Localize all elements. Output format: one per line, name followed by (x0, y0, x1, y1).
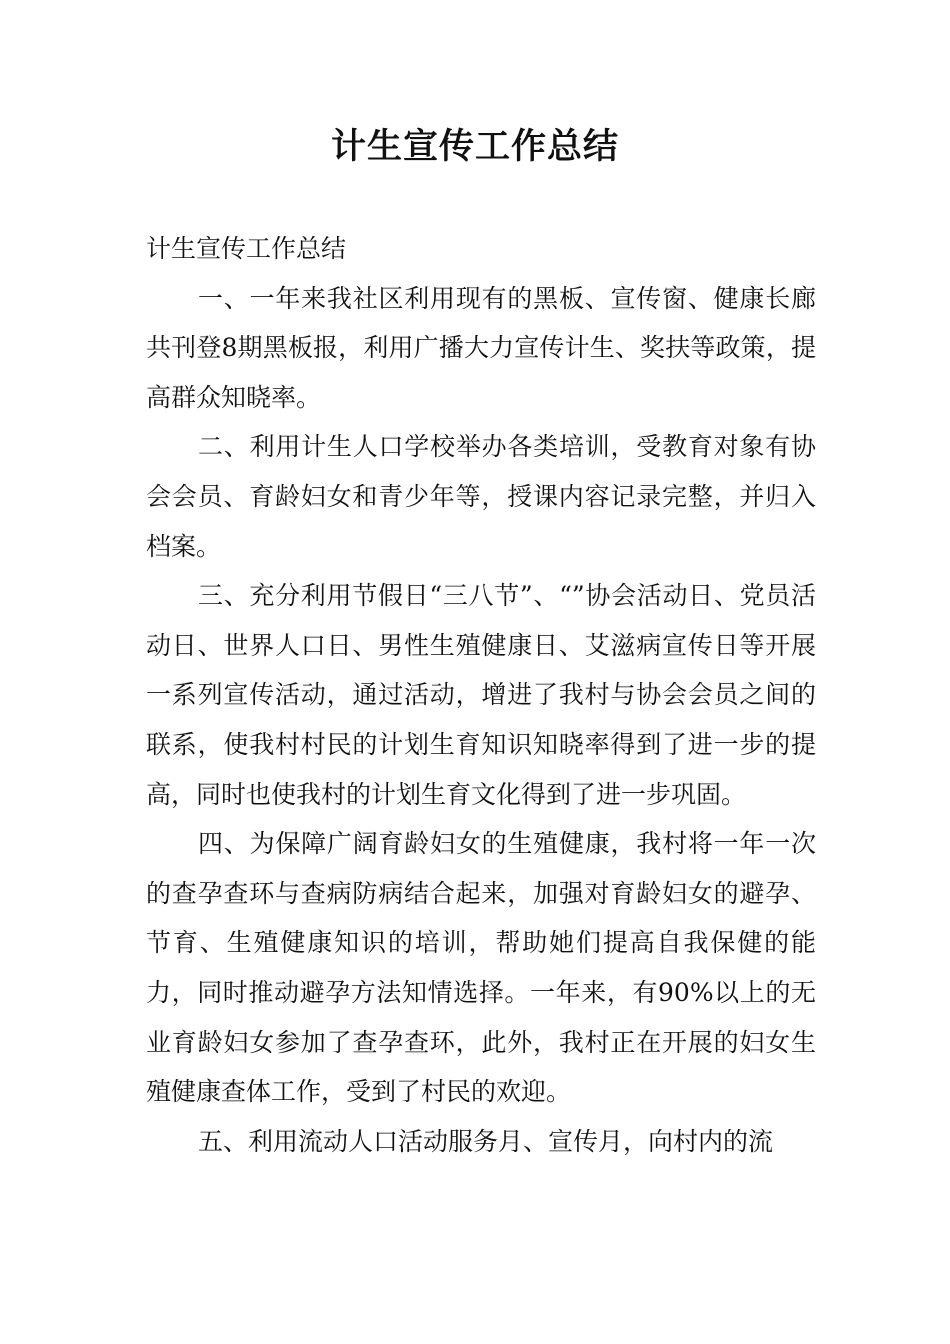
document-body (146, 224, 816, 1166)
document-title: 计生宣传工作总结 (330, 127, 619, 167)
paragraph-1: 一、一年来我社区利用现有的黑板、宣传窗、健康长廊共刊登8期黑板报，利用广播大力宣传计生、奖扶等政策，提高群众知晓率。 (146, 283, 816, 412)
paragraph-4: 四、为保障广阔育龄妇女的生殖健康，我村将一年一次的查孕查环与查病防病结合起来，加强对育龄妇女的避孕、节育、生殖健康知识的培训，帮助她们提高自我保健的能力，同时推动避孕方法知情选择。一年来，有90%以上的无业育龄妇女参加了查孕查环，此外，我村正在开展的妇女生殖健康查体工作，受到了村民的欢迎。 (146, 829, 816, 1107)
document-subtitle: 计生宣传工作总结 (146, 234, 347, 263)
paragraph-5: 五、利用流动人口活动服务月、宣传月，向村内的流 (198, 1126, 774, 1156)
paragraph-2: 二、利用计生人口学校举办各类培训，受教育对象有协会会员、育龄妇女和青少年等，授课内容记录完整，并归入档案。 (146, 432, 816, 561)
paragraph-3: 三、充分利用节假日“三八节”、“”协会活动日、党员活动日、世界人口日、男性生殖健康日、艾滋病宣传日等开展一系列宣传活动，通过活动，增进了我村与协会会员之间的联系，使我村村民的计划生育知识知晓率得到了进一步的提高，同时也使我村的计划生育文化得到了进一步巩固。 (146, 581, 816, 809)
